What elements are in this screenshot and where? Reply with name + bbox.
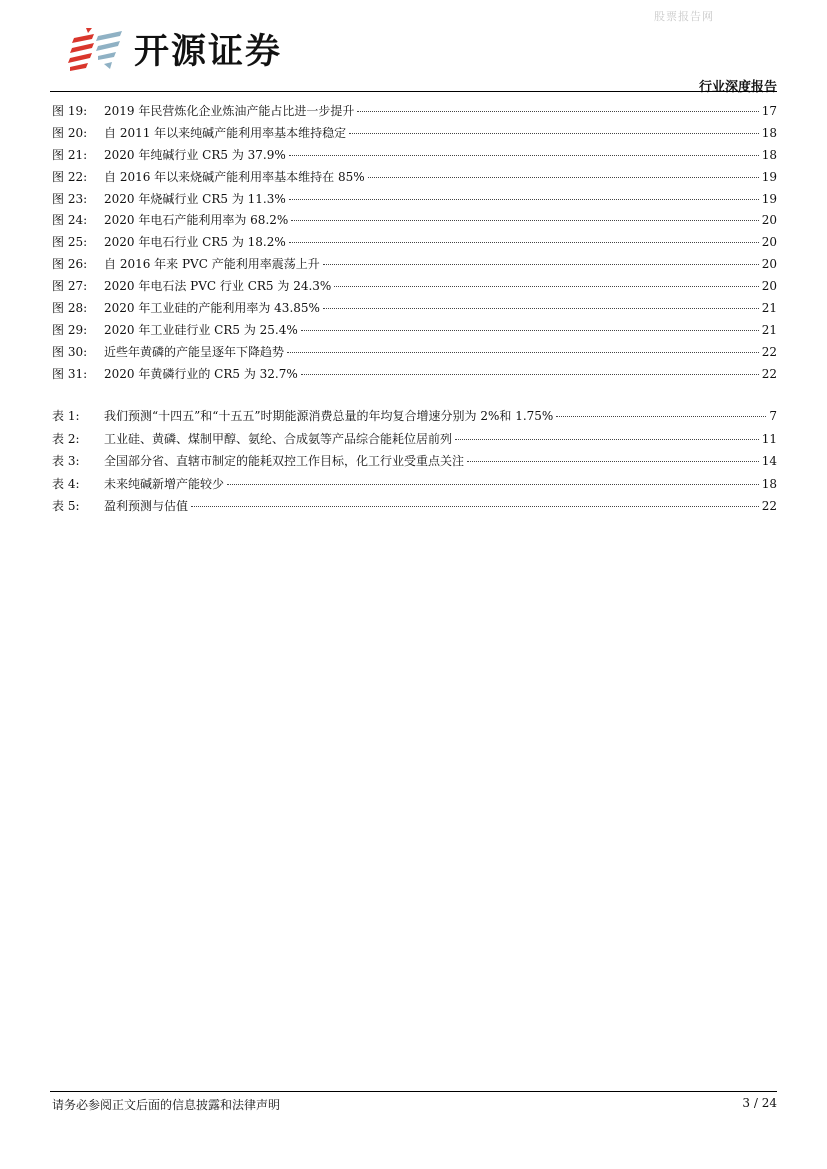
entry-title: 自 2016 年以来烧碱产能利用率基本维持在 85%	[104, 169, 365, 184]
dot-leader	[291, 220, 758, 221]
toc-entry[interactable]	[52, 102, 777, 124]
dot-leader	[301, 330, 759, 331]
dot-leader	[357, 111, 758, 112]
toc-entry[interactable]	[52, 365, 777, 387]
dot-leader	[287, 352, 759, 353]
toc-entry[interactable]	[52, 321, 777, 343]
entry-label: 图 23:	[52, 191, 88, 206]
entry-title: 全国部分省、直辖市制定的能耗双控工作目标，化工行业受重点关注	[104, 454, 465, 468]
dot-leader	[227, 484, 759, 485]
entry-page: 17	[761, 104, 777, 118]
entry-title: 未来纯碱新增产能较少	[104, 476, 225, 491]
entry-label: 表 1:	[52, 409, 80, 423]
entry-title: 2020 年黄磷行业的 CR5 为 32.7%	[104, 366, 298, 381]
entry-page: 19	[761, 169, 777, 184]
dot-leader	[323, 264, 759, 265]
page-number: 3 / 24	[742, 1096, 777, 1110]
figure-list	[52, 102, 777, 387]
entry-label: 图 25:	[52, 235, 88, 250]
entry-title: 盈利预测与估值	[104, 499, 189, 513]
entry-page: 20	[761, 213, 777, 228]
header-divider	[50, 91, 777, 92]
dot-leader	[349, 133, 759, 134]
entry-label: 图 28:	[52, 301, 88, 316]
entry-title: 2020 年烧碱行业 CR5 为 11.3%	[104, 191, 286, 206]
dot-leader	[334, 286, 758, 287]
toc-entry[interactable]	[52, 146, 777, 168]
dot-leader	[289, 199, 759, 200]
entry-label: 图 19:	[52, 104, 88, 118]
entry-label: 图 21:	[52, 147, 88, 162]
entry-label: 图 27:	[52, 279, 88, 294]
entry-page: 14	[761, 454, 777, 468]
entry-page: 21	[761, 322, 777, 337]
dot-leader	[191, 506, 759, 507]
dot-leader	[368, 177, 759, 178]
entry-label: 图 30:	[52, 344, 88, 359]
entry-title: 2019 年民营炼化企业炼油产能占比进一步提升	[104, 104, 355, 118]
entry-label: 表 5:	[52, 499, 80, 513]
dot-leader	[556, 416, 766, 417]
entry-title: 2020 年工业硅行业 CR5 为 25.4%	[104, 322, 298, 337]
entry-page: 19	[761, 191, 777, 206]
watermark: 股票报告网	[654, 10, 714, 23]
entry-page: 21	[761, 301, 777, 316]
dot-leader	[289, 242, 759, 243]
toc-entry[interactable]	[52, 343, 777, 365]
entry-page: 20	[761, 257, 777, 272]
entry-label: 表 3:	[52, 454, 80, 468]
dot-leader	[455, 439, 759, 440]
toc-entry[interactable]	[52, 211, 777, 233]
toc-entry[interactable]	[52, 475, 777, 498]
entry-page: 20	[761, 235, 777, 250]
entry-page: 18	[761, 476, 777, 491]
entry-title: 我们预测“十四五”和“十五五”时期能源消费总量的年均复合增速分别为 2%和 1.75%	[104, 409, 554, 423]
entry-label: 图 22:	[52, 169, 88, 184]
dot-leader	[323, 308, 759, 309]
entry-title: 自 2016 年来 PVC 产能利用率震荡上升	[104, 257, 320, 272]
entry-title: 2020 年电石法 PVC 行业 CR5 为 24.3%	[104, 279, 332, 294]
toc-entry[interactable]	[52, 299, 777, 321]
entry-page: 22	[761, 499, 777, 513]
dot-leader	[301, 374, 759, 375]
entry-label: 表 2:	[52, 431, 80, 446]
entry-title: 2020 年纯碱行业 CR5 为 37.9%	[104, 147, 286, 162]
toc-entry[interactable]	[52, 497, 777, 520]
entry-title: 2020 年工业硅的产能利用率为 43.85%	[104, 301, 320, 316]
toc-entry[interactable]	[52, 452, 777, 475]
table-list	[52, 407, 777, 520]
entry-label: 表 4:	[52, 476, 80, 491]
entry-page: 20	[761, 279, 777, 294]
entry-page: 18	[761, 147, 777, 162]
company-logo	[68, 24, 282, 74]
dot-leader	[289, 155, 759, 156]
footer	[52, 1096, 777, 1113]
toc-entry[interactable]	[52, 255, 777, 277]
entry-title: 自 2011 年以来纯碱产能利用率基本维持稳定	[104, 125, 347, 140]
disclaimer: 请务必参阅正文后面的信息披露和法律声明	[52, 1098, 281, 1112]
toc-entry[interactable]	[52, 233, 777, 255]
entry-page: 22	[761, 366, 777, 381]
entry-title: 2020 年电石行业 CR5 为 18.2%	[104, 235, 286, 250]
toc-entry[interactable]	[52, 407, 777, 430]
entry-title: 近些年黄磷的产能呈逐年下降趋势	[104, 344, 285, 359]
toc-entry[interactable]	[52, 277, 777, 299]
entry-page: 11	[761, 431, 777, 446]
entry-label: 图 29:	[52, 322, 88, 337]
entry-title: 2020 年电石产能利用率为 68.2%	[104, 213, 289, 228]
entry-page: 22	[761, 344, 777, 359]
toc-entry[interactable]	[52, 430, 777, 453]
logo-text: 开源证券	[134, 32, 283, 72]
toc-entry[interactable]	[52, 168, 777, 190]
logo-mark-icon	[68, 26, 124, 72]
footer-divider	[50, 1091, 777, 1092]
document-type: 行业深度报告	[698, 80, 777, 95]
toc-entry[interactable]	[52, 124, 777, 146]
entry-page: 18	[761, 125, 777, 140]
entry-label: 图 20:	[52, 125, 88, 140]
dot-leader	[467, 461, 759, 462]
entry-page: 7	[769, 409, 777, 423]
entry-label: 图 24:	[52, 213, 88, 228]
entry-label: 图 31:	[52, 366, 88, 381]
toc-entry[interactable]	[52, 190, 777, 212]
entry-label: 图 26:	[52, 257, 88, 272]
entry-title: 工业硅、黄磷、煤制甲醇、氨纶、合成氨等产品综合能耗位居前列	[104, 431, 453, 446]
